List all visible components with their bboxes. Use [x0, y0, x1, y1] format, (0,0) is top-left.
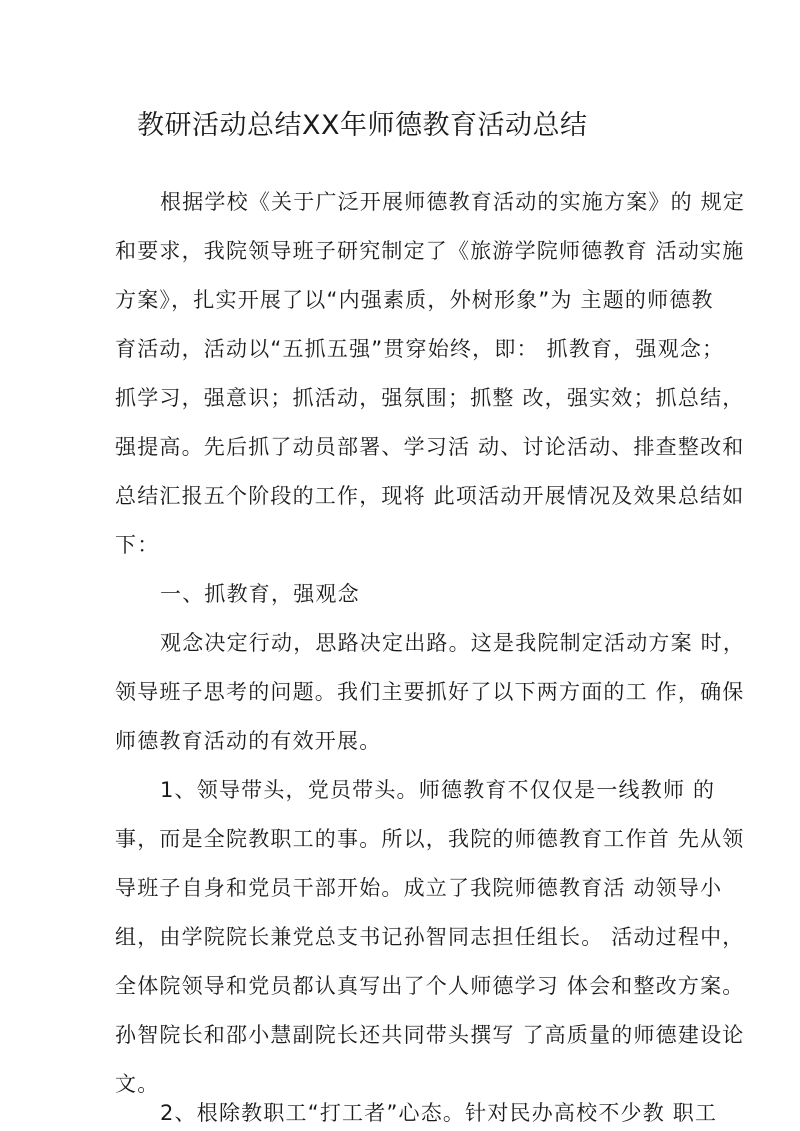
- paragraph-line: 孙智院长和邵小慧副院长还共同带头撰写 了高质量的师德建设论: [115, 1023, 745, 1047]
- paragraph-line: 根据学校《关于广泛开展师德教育活动的实施方案》的 规定: [160, 190, 746, 214]
- paragraph-line: 全体院领导和党员都认真写出了个人师德学习 体会和整改方案。: [115, 974, 745, 998]
- paragraph-line: 和要求，我院领导班子研究制定了《旅游学院师德教育 活动实施: [115, 239, 745, 263]
- paragraph-line: 总结汇报五个阶段的工作，现将 此项活动开展情况及效果总结如: [115, 484, 745, 508]
- paragraph-line: 方案》，扎实开展了以“内强素质，外树形象”为 主题的师德教: [115, 288, 714, 312]
- paragraph-line: 组，由学院院长兼党总支书记孙智同志担任组长。 活动过程中，: [115, 925, 745, 949]
- paragraph-line: 抓学习，强意识；抓活动，强氛围；抓整 改，强实效；抓总结，: [115, 386, 745, 410]
- paragraph-line: 1、领导带头，党员带头。师德教育不仅仅是一线教师 的: [160, 778, 716, 802]
- paragraph-line: 下：: [115, 533, 160, 557]
- paragraph-line: 文。: [115, 1072, 160, 1096]
- paragraph-line: 领导班子思考的问题。我们主要抓好了以下两方面的工 作，确保: [115, 680, 745, 704]
- paragraph-line: 强提高。先后抓了动员部署、学习活 动、讨论活动、排查整改和: [115, 435, 745, 459]
- paragraph-line: 师德教育活动的有效开展。: [115, 729, 382, 753]
- paragraph-line: 观念决定行动，思路决定出路。这是我院制定活动方案 时，: [160, 631, 746, 655]
- paragraph-line: 导班子自身和党员干部开始。成立了我院师德教育活 动领导小: [115, 876, 723, 900]
- paragraph-line: 2、根除教职工“打工者”心态。针对民办高校不少教 职工: [160, 1101, 718, 1125]
- paragraph-line: 育活动，活动以“五抓五强”贯穿始终，即： 抓教育，强观念；: [115, 337, 725, 361]
- section-heading: 一、抓教育，强观念: [160, 582, 360, 606]
- document-title: 教研活动总结XX年师德教育活动总结: [137, 110, 588, 141]
- paragraph-line: 事，而是全院教职工的事。所以，我院的师德教育工作首 先从领: [115, 827, 745, 851]
